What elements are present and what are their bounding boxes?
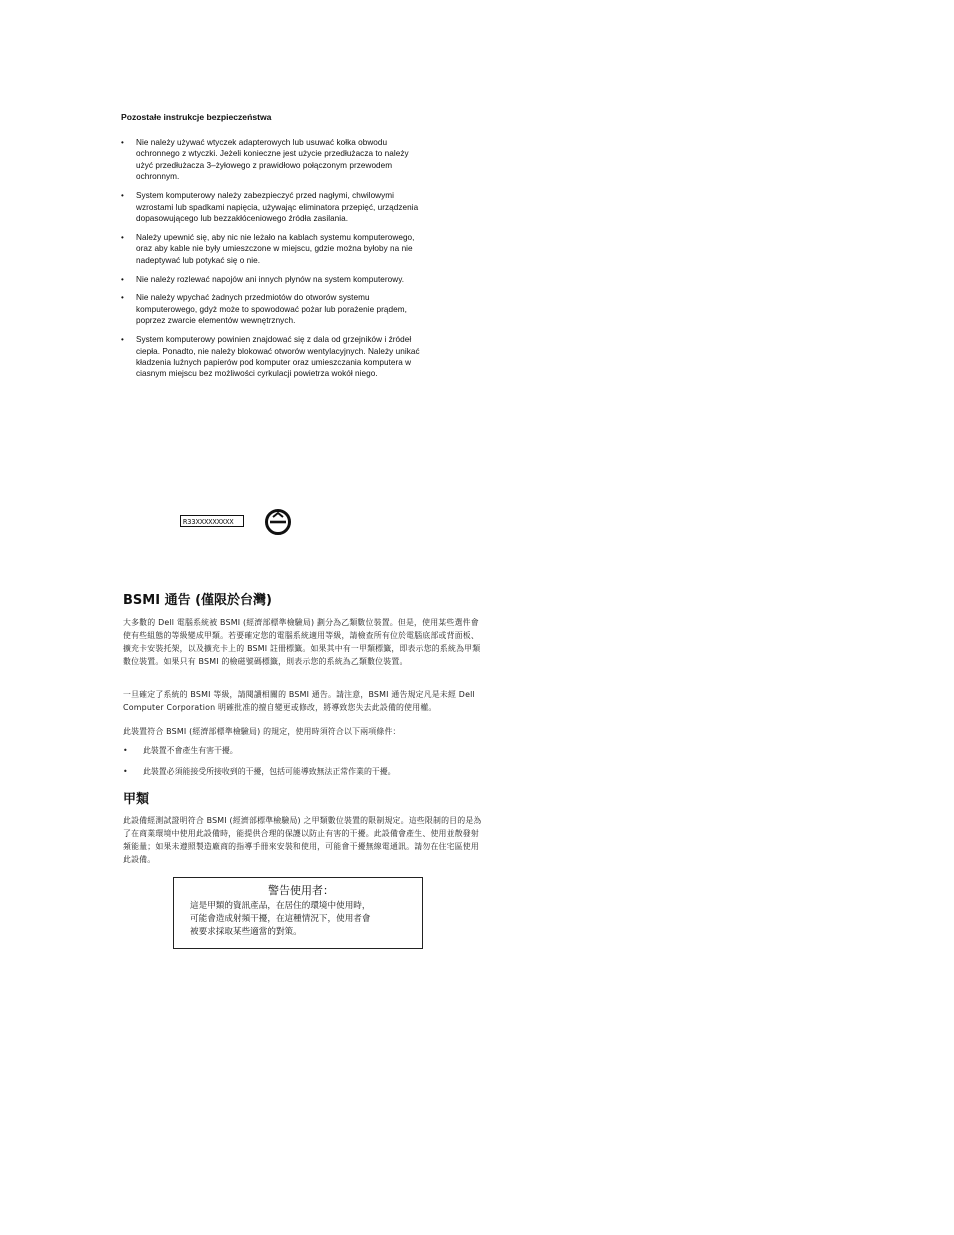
list-item <box>121 334 421 380</box>
section-title: Pozostałe instrukcje bezpieczeństwa <box>121 112 272 122</box>
list-item <box>123 745 503 757</box>
list-item <box>121 292 421 326</box>
bsmi-certification-label: R33XXXXXXXXX <box>180 515 244 527</box>
list-item-text: Nie należy wpychać żadnych przedmiotów do otworów systemu komputerowego, gdyż może to spowodować pożar lub porażenie prądem, poprzez zwarcie elementów wewnętrznych. <box>136 293 407 326</box>
list-item <box>121 190 421 224</box>
bullet: • <box>121 191 124 201</box>
class-a-paragraph: 此設備經測試證明符合 BSMI (經濟部標準檢驗局) 之甲類數位裝置的限制規定。這些限制的目的是為了在商業環境中使用此設備時，能提供合理的保護以防止有害的干擾。此設備會產生、使用並散發射頻能量；如果未遵照製造廠商的指導手冊來安裝和使用，可能會干擾無線電通訊。請勿在住宅區使用此設備。 <box>123 816 482 864</box>
list-item-text: Nie należy rozlewać napojów ani innych płynów na system komputerowy. <box>136 274 405 284</box>
list-item <box>121 232 421 266</box>
warning-title: 警告使用者： <box>268 884 334 897</box>
polish-safety-section <box>121 112 421 387</box>
list-item-text: System komputerowy powinien znajdować się z dala od grzejników i źródeł ciepła. Ponadto, nie należy blokować otworów wentylacyjnych. Należy unikać kładzenia luźnych papierów pod komputer oraz umieszczania komputera w ciasnym miejscu bez możliwości cyrkulacji powietrza wokół niego. <box>136 335 420 379</box>
bsmi-paragraph-2: 一旦確定了系統的 BSMI 等級，請閱讀相關的 BSMI 通告。請注意，BSMI 通告規定凡是未經 Dell Computer Corporation 明確批准的擅自變更或修改，將導致您失去此設備的使用權。 <box>123 690 475 712</box>
bsmi-paragraph-3: 此裝置符合 BSMI (經濟部標準檢驗局) 的規定，使用時須符合以下兩項條件： <box>123 727 401 736</box>
list-item <box>121 274 421 285</box>
warning-line: 這是甲類的資訊產品，在居住的環境中使用時， <box>190 901 371 911</box>
bsmi-mark-icon <box>264 508 292 536</box>
list-item-text: Nie należy używać wtyczek adapterowych lub usuwać kołka obwodu ochronnego z wtyczki. Jeżeli konieczne jest użycie przedłużacza to należy użyć przedłużacza 3–żyłowego z prawidłowo połączonym przewodem ochronnym. <box>136 138 409 182</box>
warning-box <box>173 877 423 949</box>
list-item-text: 此裝置必須能接受所接收到的干擾，包括可能導致無法正常作業的干擾。 <box>143 767 396 776</box>
bullet: • <box>121 274 124 284</box>
warning-line: 被要求採取某些適當的對策。 <box>190 927 302 937</box>
bullet: • <box>123 746 128 755</box>
bsmi-paragraph-1: 大多數的 Dell 電腦系統被 BSMI (經濟部標準檢驗局) 劃分為乙類數位裝置。但是，使用某些選件會使有些組態的等級變成甲類。若要確定您的電腦系統適用等級，請檢查所有位於電腦底部或背面板、擴充卡安裝托架，以及擴充卡上的 BSMI 註冊標籤。如果其中有一甲類標籤，即表示您的系統為甲類數位裝置。如果只有 BSMI 的檢磁號碼標籤，則表示您的系統為乙類數位裝置。 <box>123 618 481 666</box>
safety-list <box>121 137 421 380</box>
bullet: • <box>121 138 124 147</box>
bsmi-heading: BSMI 通告 (僅限於台灣) <box>123 593 272 608</box>
list-item <box>123 766 503 778</box>
list-item-text: System komputerowy należy zabezpieczyć przed nagłymi, chwilowymi wzrostami lub spadkami napięcia, używając eliminatora przepięć, urządzenia dopasowującego lub bezzakłóceniowego źródła zasilania. <box>136 191 419 223</box>
list-item <box>121 137 421 183</box>
class-a-heading: 甲類 <box>123 792 150 807</box>
certification-marks <box>180 508 300 538</box>
bullet: • <box>121 293 124 303</box>
list-item-text: 此裝置不會產生有害干擾。 <box>143 746 238 755</box>
list-item-text: Należy upewnić się, aby nic nie leżało na kablach systemu komputerowego, oraz aby kable nie były umieszczone w miejscu, gdzie można byłoby na nie nadeptywać lub potykać się o nie. <box>136 232 415 265</box>
bullet: • <box>121 335 124 345</box>
bullet: • <box>121 232 124 242</box>
warning-line: 可能會造成射頻干擾，在這種情況下，使用者會 <box>190 914 371 924</box>
bullet: • <box>123 767 128 776</box>
